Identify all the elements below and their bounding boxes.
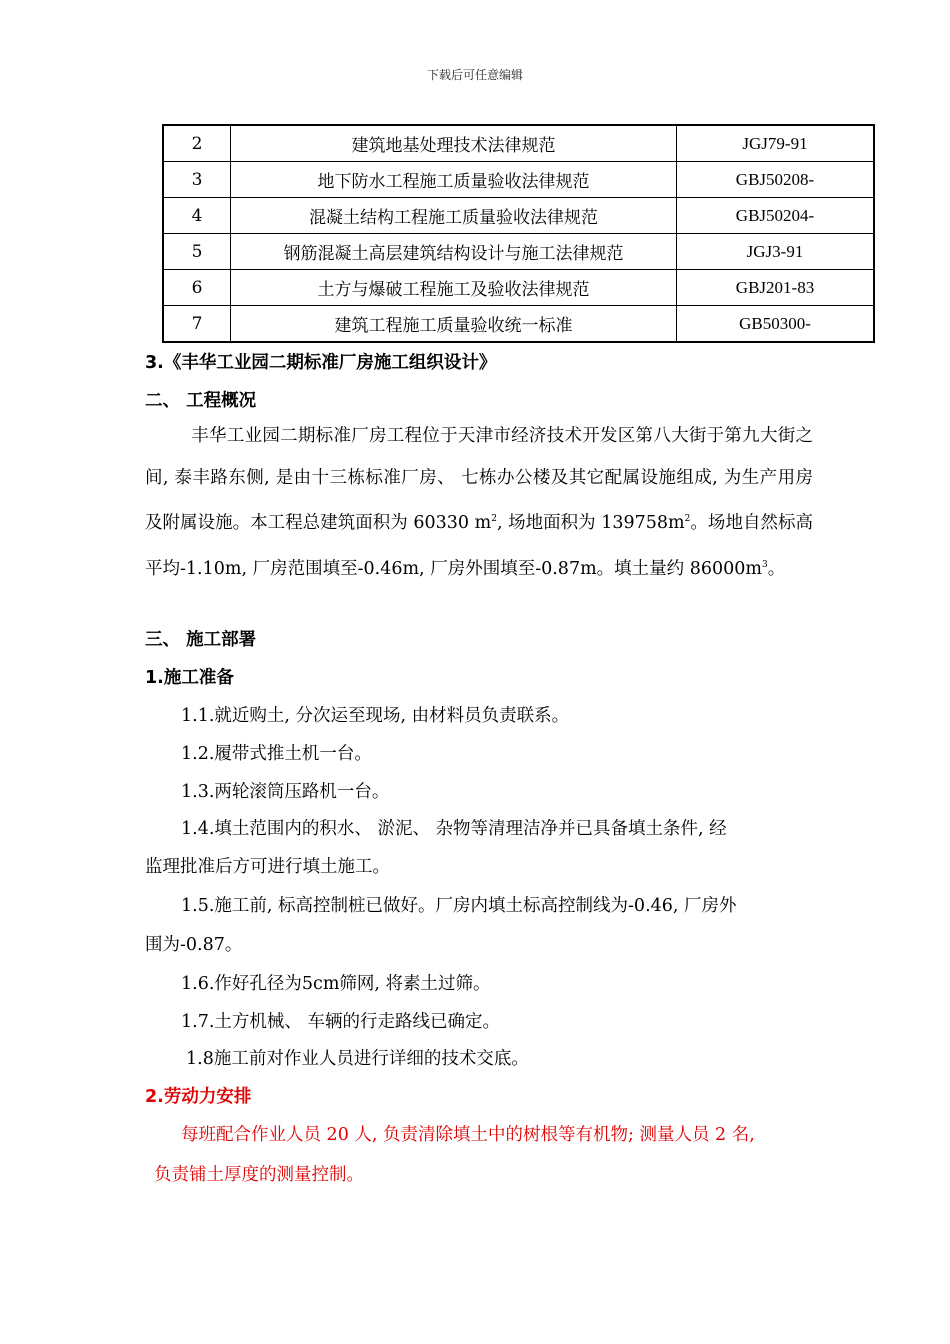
prep-item-5: 1.5.施工前, 标高控制桩已做好。厂房内填土标高控制线为-0.46, 厂房外 <box>181 896 737 916</box>
document-title: 3.《丰华工业园二期标准厂房施工组织设计》 <box>145 353 497 373</box>
standard-code: JGJ3-91 <box>677 234 875 270</box>
superscript-2b: 2 <box>684 514 691 524</box>
page-header: 下载后可任意编辑 <box>426 68 523 82</box>
standards-table <box>162 124 875 343</box>
table-row <box>163 306 874 343</box>
row-number: 4 <box>163 198 231 234</box>
standard-code: GB50300- <box>677 306 875 343</box>
prep-item-4: 1.4.填土范围内的积水、 淤泥、 杂物等清理洁净并已具备填土条件, 经 <box>181 819 727 839</box>
prep-item-1: 1.1.就近购土, 分次运至现场, 由材料员负责联系。 <box>181 706 570 726</box>
section-heading-deployment: 三、 施工部署 <box>145 630 257 650</box>
labor-text-cont: 负责铺土厚度的测量控制。 <box>154 1165 364 1185</box>
prep-item-5-cont: 围为-0.87。 <box>145 935 243 955</box>
standard-code: JGJ79-91 <box>677 125 875 162</box>
prep-item-7: 1.7.土方机械、 车辆的行走路线已确定。 <box>181 1012 500 1032</box>
table-row <box>163 162 874 198</box>
row-number: 2 <box>163 125 231 162</box>
overview-text-2: , 场地面积为 139758m <box>496 513 685 533</box>
labor-text: 每班配合作业人员 20 人, 负责清除填土中的树根等有机物; 测量人员 2 名, <box>181 1125 755 1145</box>
standard-name: 建筑地基处理技术法律规范 <box>231 125 677 162</box>
overview-text-1: 丰华工业园二期标准厂房工程位于天津市经济技术开发区第八大街于第九大街之间, 泰丰路东侧, 是由十三栋标准厂房、 七栋办公楼及其它配属设施组成, 为生产用房及附属设施。本工程总建筑面积为 60330 m <box>145 426 813 533</box>
table-row <box>163 125 874 162</box>
table-row <box>163 234 874 270</box>
subheading-labor: 2.劳动力安排 <box>145 1087 252 1107</box>
prep-item-6: 1.6.作好孔径为5cm筛网, 将素土过筛。 <box>181 974 491 994</box>
standard-name: 地下防水工程施工质量验收法律规范 <box>231 162 677 198</box>
section-heading-overview: 二、 工程概况 <box>145 391 257 411</box>
standard-name: 建筑工程施工质量验收统一标准 <box>231 306 677 343</box>
subheading-preparation: 1.施工准备 <box>145 668 234 688</box>
overview-text-4: 。 <box>767 558 786 579</box>
row-number: 6 <box>163 270 231 306</box>
standard-code: GBJ50208- <box>677 162 875 198</box>
overview-text-3: 。场地自然标高平均-1.10m, 厂房范围填至-0.46m, 厂房外围填至-0.87m。填土量约 86000m <box>145 513 814 579</box>
prep-item-2: 1.2.履带式推土机一台。 <box>181 744 372 764</box>
row-number: 3 <box>163 162 231 198</box>
row-number: 5 <box>163 234 231 270</box>
superscript-2a: 2 <box>491 514 497 524</box>
superscript-3: 3 <box>762 559 768 570</box>
table-row <box>163 270 874 306</box>
standard-code: GBJ50204- <box>677 198 875 234</box>
prep-item-3: 1.3.两轮滚筒压路机一台。 <box>181 782 390 802</box>
overview-paragraph <box>145 416 813 590</box>
standard-name: 混凝土结构工程施工质量验收法律规范 <box>231 198 677 234</box>
row-number: 7 <box>163 306 231 343</box>
standard-name: 钢筋混凝土高层建筑结构设计与施工法律规范 <box>231 234 677 270</box>
prep-item-4-cont: 监理批准后方可进行填土施工。 <box>145 857 390 877</box>
prep-item-8: 1.8施工前对作业人员进行详细的技术交底。 <box>186 1049 529 1069</box>
table-row <box>163 198 874 234</box>
standard-code: GBJ201-83 <box>677 270 875 306</box>
standard-name: 土方与爆破工程施工及验收法律规范 <box>231 270 677 306</box>
